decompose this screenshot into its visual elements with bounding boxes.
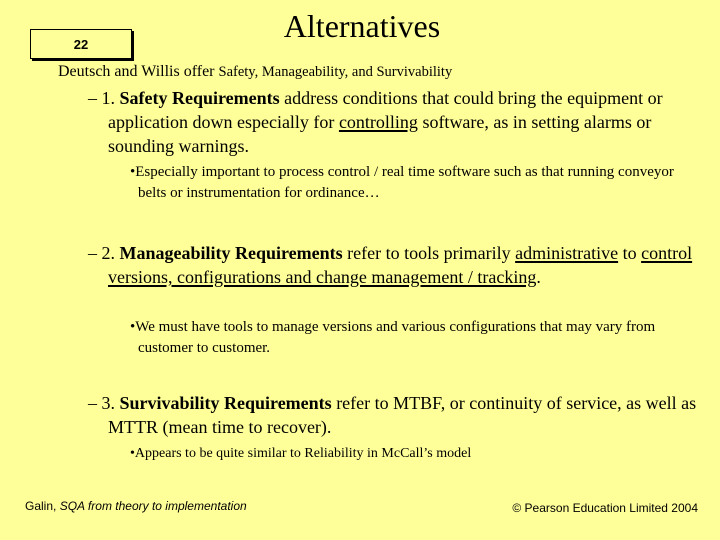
point-text: refer to tools primarily <box>347 243 511 263</box>
subpoint-text: •We must have tools to manage versions and various configurations that may vary from customer to customer. <box>130 319 656 356</box>
subpoint-survivability <box>130 443 690 464</box>
point-text: to <box>622 243 637 263</box>
subtitle-lead: Deutsch and Willis offer <box>58 63 215 80</box>
subpoint-text: •Especially important to process control / real time software such as that running conveyor belts or instrumentation for ordinance… <box>130 164 674 201</box>
footer-copyright: © Pearson Education Limited 2004 <box>512 501 698 515</box>
subpoint-text: •Appears to be quite similar to Reliability in McCall’s model <box>130 446 472 461</box>
point-term: Survivability Requirements <box>119 393 332 413</box>
point-manageability <box>88 241 698 289</box>
point-safety <box>88 86 698 158</box>
footer-author: Galin, <box>25 499 57 513</box>
subtitle <box>58 61 452 83</box>
point-underlined-text: administrative <box>515 243 619 263</box>
point-text: refer to MTBF, or continuity of service, as well as MTTR (mean time to recover). <box>108 393 697 437</box>
point-underlined-text: controlling <box>338 112 418 132</box>
point-prefix: – 2. <box>88 243 115 263</box>
point-text: software, as in setting alarms or sounding warnings. <box>108 112 652 156</box>
subtitle-detail: Safety, Manageability, and Survivability <box>218 64 453 80</box>
point-term: Manageability Requirements <box>119 243 343 263</box>
point-survivability <box>88 391 698 439</box>
footer-book: SQA from theory to implementation <box>59 499 247 513</box>
point-prefix: – 3. <box>88 393 115 413</box>
slide-number: 22 <box>73 36 89 52</box>
point-text: address conditions that could bring the equipment or application down especially for <box>108 88 663 132</box>
subpoint-safety <box>130 162 690 204</box>
point-prefix: – 1. <box>88 88 115 108</box>
page-title: Alternatives <box>283 8 441 44</box>
point-term: Safety Requirements <box>119 88 280 108</box>
subpoint-manageability <box>130 317 690 359</box>
point-text: . <box>536 267 541 287</box>
footer-source <box>25 499 247 513</box>
point-underlined-text: control versions, configurations and change management / tracking <box>108 243 693 287</box>
